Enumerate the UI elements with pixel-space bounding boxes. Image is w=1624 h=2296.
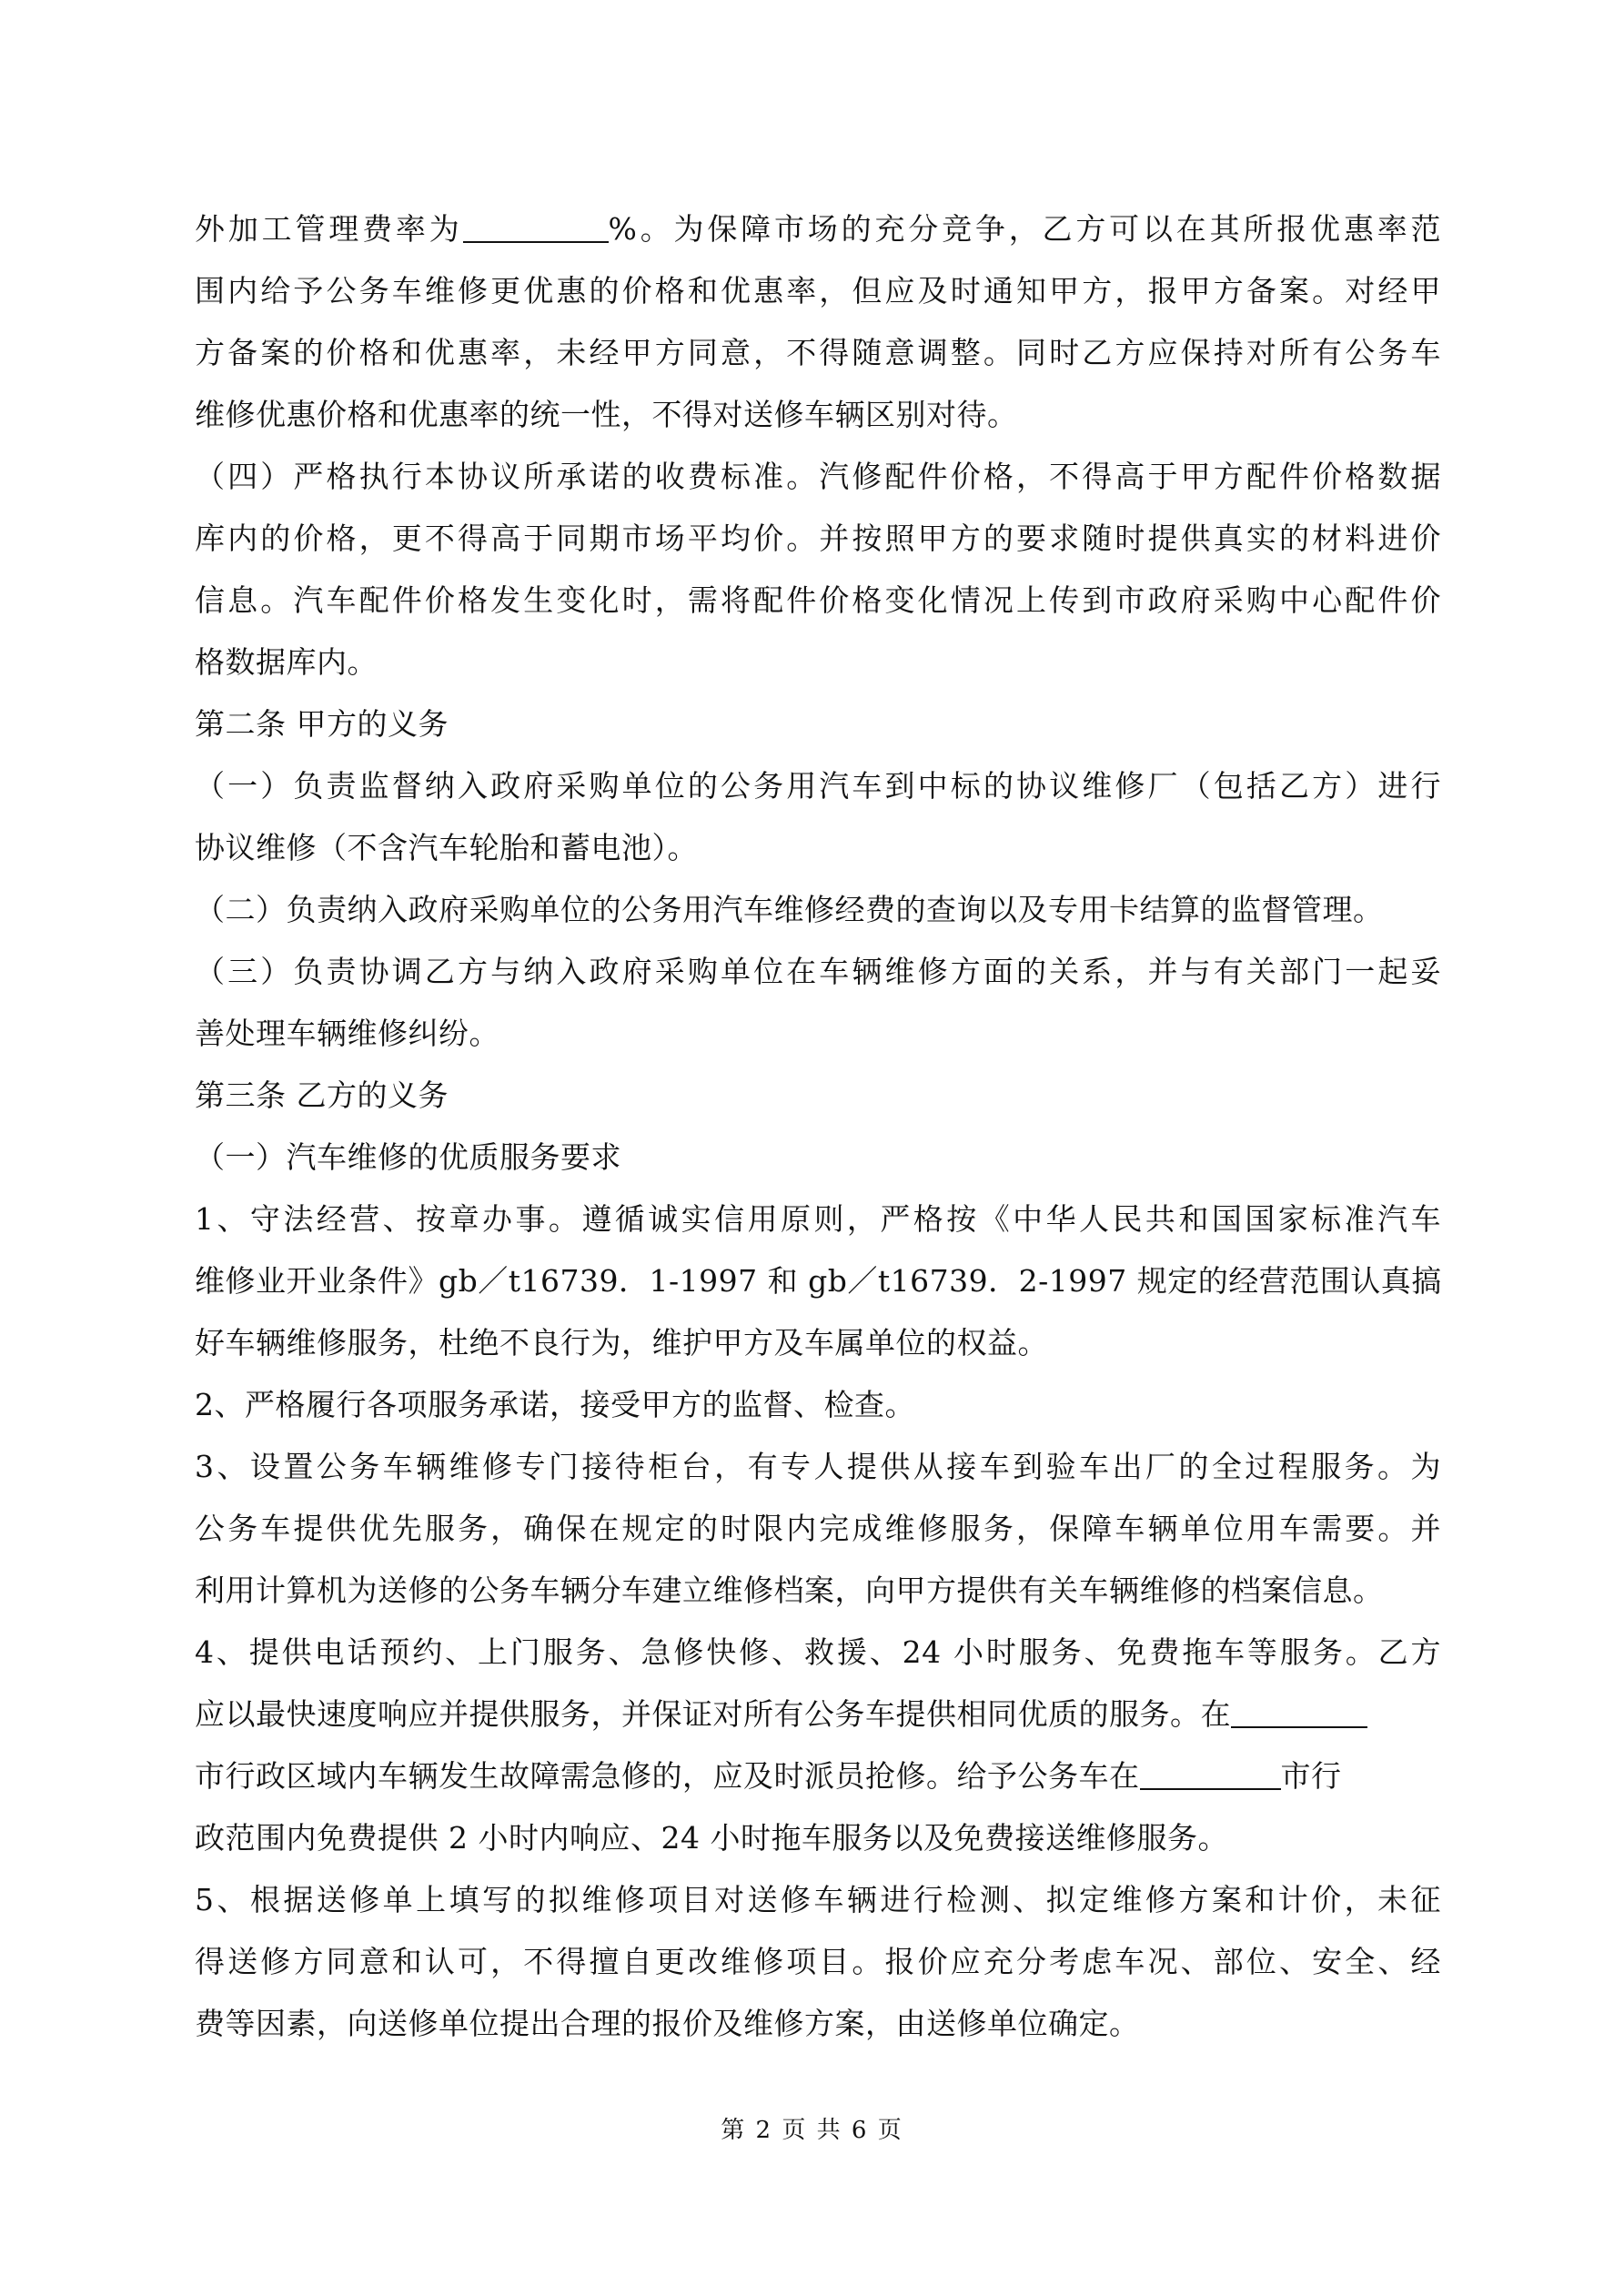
text-line: 善处理车辆维修纠纷。 bbox=[195, 1016, 499, 1051]
text-line: 1、守法经营、按章办事。遵循诚实信用原则，严格按《中华人民共和国国家标准汽车 bbox=[195, 1201, 1441, 1237]
para-a2-item-3 bbox=[195, 941, 1441, 1065]
text-line: 信息。汽车配件价格发生变化时，需将配件价格变化情况上传到市政府采购中心配件价 bbox=[195, 582, 1441, 618]
text-line: （一）负责监督纳入政府采购单位的公务用汽车到中标的协议维修厂（包括乙方）进行 bbox=[195, 768, 1441, 804]
text-line: 公务车提供优先服务，确保在规定的时限内完成维修服务，保障车辆单位用车需要。并 bbox=[195, 1511, 1441, 1546]
text-line: 协议维修（不含汽车轮胎和蓄电池）。 bbox=[195, 830, 698, 865]
text-line: 得送修方同意和认可，不得擅自更改维修项目。报价应充分考虑车况、部位、安全、经 bbox=[195, 1944, 1441, 1979]
para-a2-item-1 bbox=[195, 755, 1441, 879]
text-line: （二）负责纳入政府采购单位的公务用汽车维修经费的查询以及专用卡结算的监督管理。 bbox=[195, 892, 1384, 927]
para-a3-item-1: （一）汽车维修的优质服务要求 bbox=[195, 1139, 621, 1175]
text-line: 维修业开业条件》gb／t16739．1-1997 和 gb／t16739．2-1997 规定的经营范围认真搞 bbox=[195, 1263, 1442, 1299]
text-line: 方备案的价格和优惠率，未经甲方同意，不得随意调整。同时乙方应保持对所有公务车 bbox=[195, 335, 1441, 370]
text-line: 市行政区域内车辆发生故障需急修的，应及时派员抢修。给予公务车在 市行 bbox=[195, 1758, 1342, 1794]
text-line: 3、设置公务车辆维修专门接待柜台，有专人提供从接车到验车出厂的全过程服务。为 bbox=[195, 1449, 1441, 1484]
para-a3-point-5 bbox=[195, 1869, 1441, 2055]
fill-in-blank bbox=[1231, 1699, 1367, 1728]
text-line: 格数据库内。 bbox=[195, 644, 378, 680]
article-2-heading: 第二条 甲方的义务 bbox=[195, 706, 449, 742]
para-a3-point-3 bbox=[195, 1436, 1441, 1622]
text-line: （三）负责协调乙方与纳入政府采购单位在车辆维修方面的关系，并与有关部门一起妥 bbox=[195, 954, 1441, 989]
para-a3-point-2: 2、严格履行各项服务承诺，接受甲方的监督、检查。 bbox=[195, 1387, 915, 1422]
para-a2-item-2 bbox=[195, 879, 1441, 941]
text-line: 库内的价格，更不得高于同期市场平均价。并按照甲方的要求随时提供真实的材料进价 bbox=[195, 521, 1441, 556]
text-line: 外加工管理费率为 %。为保障市场的充分竞争，乙方可以在其所报优惠率范 bbox=[195, 211, 1442, 247]
fill-in-blank bbox=[463, 214, 609, 243]
para-a3-point-1 bbox=[195, 1188, 1441, 1374]
text-line: 维修优惠价格和优惠率的统一性，不得对送修车辆区别对待。 bbox=[195, 397, 1018, 432]
text-line: 政范围内免费提供 2 小时内响应、24 小时拖车服务以及免费接送维修服务。 bbox=[195, 1820, 1228, 1856]
text-line: 围内给予公务车维修更优惠的价格和优惠率，但应及时通知甲方，报甲方备案。对经甲 bbox=[195, 273, 1441, 308]
text-line: （四）严格执行本协议所承诺的收费标准。汽修配件价格，不得高于甲方配件价格数据 bbox=[195, 459, 1441, 494]
article-3-heading: 第三条 乙方的义务 bbox=[195, 1077, 449, 1113]
text-line: 5、根据送修单上填写的拟维修项目对送修车辆进行检测、拟定维修方案和计价，未征 bbox=[195, 1882, 1441, 1917]
fill-in-blank bbox=[1140, 1761, 1281, 1790]
text-line: 费等因素，向送修单位提出合理的报价及维修方案，由送修单位确定。 bbox=[195, 2006, 1140, 2041]
page-number-footer: 第 2 页 共 6 页 bbox=[721, 2117, 903, 2144]
text-line: 4、提供电话预约、上门服务、急修快修、救援、24 小时服务、免费拖车等服务。乙方 bbox=[195, 1634, 1441, 1670]
para-a3-point-4 bbox=[195, 1622, 1441, 1869]
text-line: 应以最快速度响应并提供服务，并保证对所有公务车提供相同优质的服务。在 bbox=[195, 1684, 1441, 1745]
text-line: 好车辆维修服务，杜绝不良行为，维护甲方及车属单位的权益。 bbox=[195, 1325, 1048, 1360]
text-line: 利用计算机为送修的公务车辆分车建立维修档案，向甲方提供有关车辆维修的档案信息。 bbox=[195, 1573, 1384, 1608]
para-rates-continued bbox=[195, 198, 1441, 446]
document-body bbox=[195, 198, 1441, 2055]
para-item-4 bbox=[195, 446, 1441, 693]
